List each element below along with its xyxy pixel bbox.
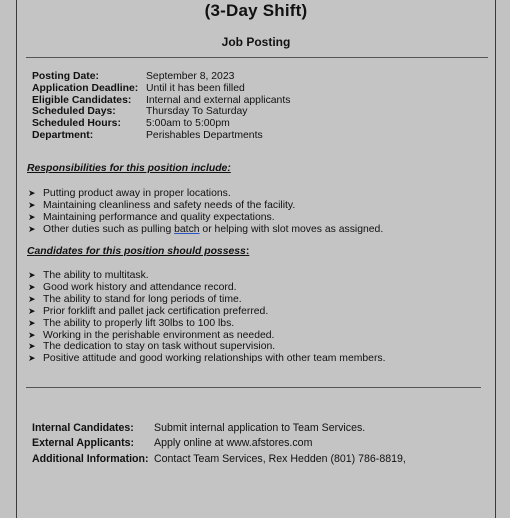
contact-label: Additional Information: [32, 452, 149, 465]
responsibilities-heading: Responsibilities for this position include: [27, 163, 231, 174]
detail-value: Thursday To Saturday [146, 106, 248, 118]
contact-value: Apply online at www.afstores.com [154, 437, 313, 450]
posting-details [32, 71, 290, 142]
heading-colon: : [245, 246, 250, 257]
bullet-arrow-icon: ➤ [28, 317, 36, 328]
document-page [16, 0, 496, 518]
detail-label: Department: [32, 129, 94, 141]
list-item-text: Maintaining cleanliness and safety needs of the facility. [43, 199, 296, 211]
detail-row-scheduled-days [32, 106, 290, 118]
list-item [28, 224, 383, 236]
list-item [28, 306, 386, 318]
bullet-arrow-icon: ➤ [28, 270, 36, 280]
detail-row-application-deadline [32, 83, 290, 95]
list-item-text: Putting product away in proper locations. [43, 188, 231, 199]
responsibilities-list [28, 188, 383, 236]
list-item [28, 188, 383, 200]
detail-value: 5:00am to 5:00pm [146, 118, 230, 130]
bottom-divider [26, 387, 481, 388]
list-item-text: The ability to stand for long periods of time. [43, 293, 242, 305]
contact-label: Internal Candidates: [32, 422, 134, 434]
contact-row-external [32, 436, 406, 451]
detail-label: Scheduled Hours: [32, 118, 121, 130]
bullet-arrow-icon: ➤ [28, 293, 36, 304]
list-item-text: Prior forklift and pallet jack certification preferred. [43, 305, 269, 317]
detail-value: Until it has been filled [146, 82, 245, 94]
spellcheck-underlined-word: batch [174, 223, 200, 235]
contact-info [32, 421, 406, 467]
list-item-text: Maintaining performance and quality expectations. [43, 211, 275, 223]
list-item [28, 318, 386, 330]
list-item [28, 294, 386, 306]
page-title: (3-Day Shift) [204, 1, 308, 20]
text-segment: Other duties such as pulling [43, 223, 175, 235]
contact-value: Submit internal application to Team Services. [154, 422, 366, 434]
bullet-arrow-icon: ➤ [28, 353, 36, 364]
list-item [28, 270, 386, 282]
detail-row-scheduled-hours [32, 118, 290, 130]
bullet-arrow-icon: ➤ [28, 211, 36, 222]
list-item [28, 212, 383, 224]
list-item [28, 330, 386, 342]
detail-value: Perishables Departments [146, 129, 263, 141]
list-item-text: Good work history and attendance record. [43, 281, 237, 293]
qualifications-heading-text: Candidates for this position should possess [27, 246, 246, 257]
bullet-arrow-icon: ➤ [28, 305, 36, 316]
list-item-text [43, 224, 383, 236]
list-item [28, 282, 386, 294]
detail-label: Eligible Candidates: [32, 94, 132, 106]
list-item [28, 353, 386, 365]
contact-label: External Applicants: [32, 437, 135, 450]
contact-row-additional [32, 452, 406, 467]
top-divider [26, 57, 488, 58]
detail-row-posting-date [32, 71, 290, 83]
list-item-text: The ability to properly lift 30lbs to 100 lbs. [43, 317, 235, 329]
bullet-arrow-icon: ➤ [28, 223, 36, 234]
bullet-arrow-icon: ➤ [28, 341, 36, 352]
detail-row-eligible-candidates [32, 95, 290, 107]
contact-row-internal [32, 421, 406, 436]
detail-value: Internal and external applicants [146, 94, 291, 106]
bullet-arrow-icon: ➤ [28, 281, 36, 292]
detail-label: Application Deadline: [32, 82, 139, 94]
detail-label: Scheduled Days: [32, 106, 116, 118]
qualifications-heading [27, 246, 249, 257]
list-item [28, 200, 383, 212]
bullet-arrow-icon: ➤ [28, 188, 36, 198]
detail-label: Posting Date: [32, 71, 99, 82]
qualifications-list [28, 270, 386, 365]
list-item-text: Working in the perishable environment as needed. [43, 329, 275, 341]
detail-value: September 8, 2023 [146, 71, 235, 82]
list-item-text: Positive attitude and good working relationships with other team members. [43, 353, 386, 365]
bullet-arrow-icon: ➤ [28, 329, 36, 340]
list-item-text: The dedication to stay on task without supervision. [43, 341, 276, 353]
contact-value: Contact Team Services, Rex Hedden (801) 786-8819, [154, 452, 406, 465]
page-subtitle: Job Posting [221, 35, 291, 49]
bullet-arrow-icon: ➤ [28, 199, 36, 210]
text-segment: or helping with slot moves as assigned. [199, 223, 384, 235]
list-item-text: The ability to multitask. [43, 270, 149, 281]
detail-row-department [32, 130, 290, 142]
list-item [28, 341, 386, 353]
